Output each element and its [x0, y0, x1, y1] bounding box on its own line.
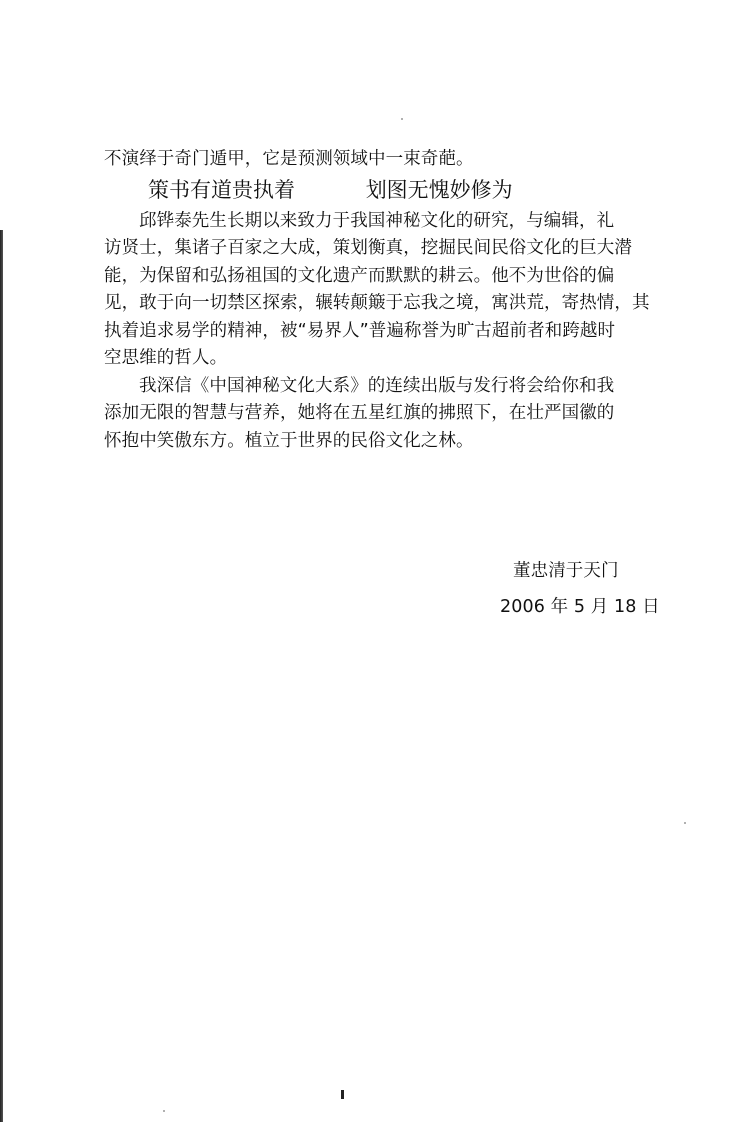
paragraph-line: 访贤士，集诸子百家之大成，策划衡真，挖掘民间民俗文化的巨大潜	[104, 238, 632, 258]
paragraph-line: 我深信《中国神秘文化大系》的连续出版与发行将会给你和我	[139, 375, 615, 396]
paragraph-line: 空思维的哲人。	[104, 348, 228, 368]
binding-edge	[0, 230, 3, 1122]
paragraph-1	[104, 208, 664, 373]
paragraph-line: 执着追求易学的精神，被“易界人”普遍称誉为旷古超前者和跨越时	[104, 320, 616, 341]
couplet	[148, 175, 664, 205]
couplet-left: 策书有道贵执着	[148, 177, 295, 202]
paragraph-2	[104, 373, 664, 456]
signature: 董忠清于天门	[513, 561, 619, 581]
body-text	[104, 146, 664, 455]
scan-speck	[684, 822, 686, 824]
paragraph-line: 见，敢于向一切禁区探索，辗转颠簸于忘我之境，寓洪荒，寄热情，其	[104, 293, 650, 313]
paragraph-line: 能，为保留和弘扬祖国的文化遗产而默默的耕云。他不为世俗的偏	[104, 265, 615, 286]
paragraph-line: 怀抱中笑傲东方。植立于世界的民俗文化之林。	[104, 430, 474, 451]
scan-speck	[163, 1110, 165, 1112]
ink-mark	[341, 1090, 344, 1099]
scan-speck	[401, 118, 403, 120]
paragraph-line: 添加无限的智慧与营养，她将在五星红旗的拂照下，在壮严国徽的	[104, 403, 615, 423]
paragraph-tail: 不演绎于奇门遁甲，它是预测领域中一束奇葩。	[104, 149, 474, 169]
paragraph-line: 邱铧泰先生长期以来致力于我国神秘文化的研究，与编辑，礼	[139, 210, 615, 231]
date: 2006 年 5 月 18 日	[500, 597, 660, 617]
couplet-right: 划图无愧妙修为	[365, 177, 513, 202]
